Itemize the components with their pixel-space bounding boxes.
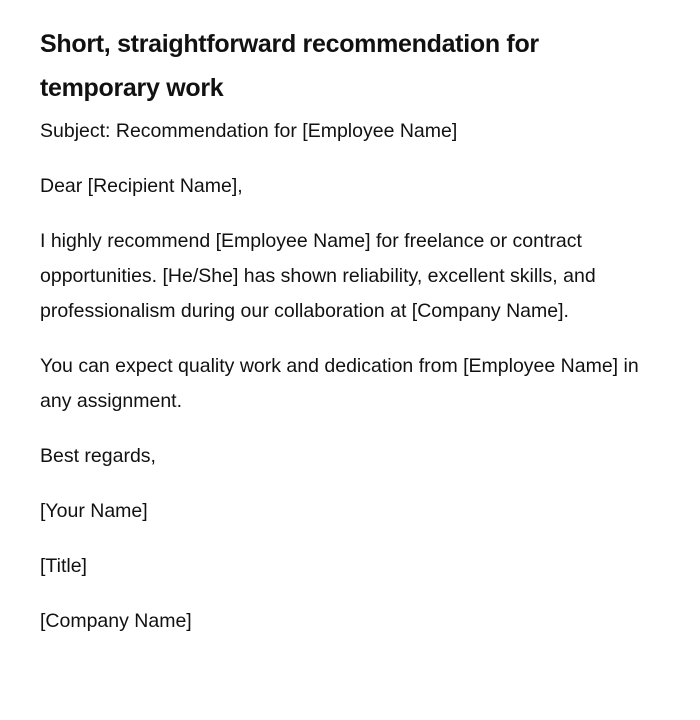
signature-title: [Title]: [40, 555, 87, 577]
closing: Best regards,: [40, 445, 156, 467]
salutation: Dear [Recipient Name],: [40, 175, 243, 197]
signature-company: [Company Name]: [40, 610, 192, 632]
document-title: Short, straightforward recommendation for temporary work: [40, 30, 539, 102]
signature-name: [Your Name]: [40, 500, 148, 522]
subject-line: Subject: Recommendation for [Employee Name]: [40, 120, 458, 142]
body-paragraph: You can expect quality work and dedication from [Employee Name] in any assignment.: [40, 355, 639, 412]
body-paragraph: I highly recommend [Employee Name] for freelance or contract opportunities. [He/She] has shown reliability, excellent skills, and professionalism during our collaboration at [Company Name].: [40, 230, 596, 322]
